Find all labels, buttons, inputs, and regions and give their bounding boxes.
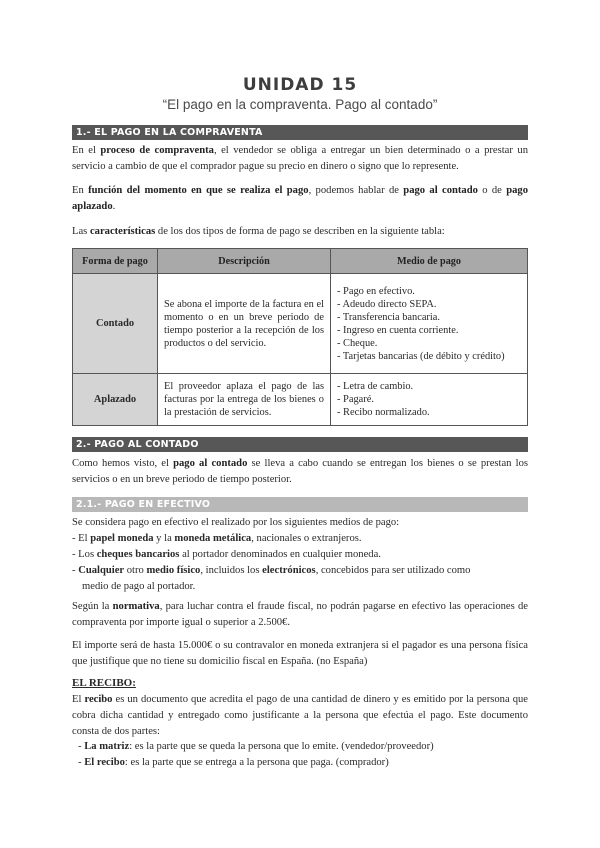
table-header-row	[73, 249, 528, 274]
table-header: Forma de pago	[73, 249, 158, 274]
list-item: - Recibo normalizado.	[337, 407, 430, 418]
list-item: - Ingreso en cuenta corriente.	[337, 324, 459, 336]
sec21-normativa: Según la normativa, para luchar contra el fraude fiscal, no podrán pagarse en efectivo las operaciones de compraventa por importe igual o superior a 2.500€.	[72, 601, 528, 628]
list-item: - Cualquier otro medio físico, incluidos los electrónicos, concebidos para ser utilizado como	[72, 565, 471, 576]
table-header: Medio de pago	[331, 249, 528, 274]
table-cell-medios	[331, 274, 528, 374]
payment-types-table	[72, 248, 528, 426]
list-item: - Pagaré.	[337, 394, 374, 405]
list-item: - Transferencia bancaria.	[337, 311, 440, 323]
table-cell-forma: Contado	[73, 274, 158, 374]
sec21-importe: El importe será de hasta 15.000€ o su contravalor en moneda extranjera si el pagador es una persona física que justifique que no tiene su domicilio fiscal en España. (no España)	[72, 640, 528, 667]
sec1-paragraph-3: Las características de los dos tipos de forma de pago se describen en la siguiente tabla:	[72, 226, 445, 237]
list-item: - El recibo: es la parte que se entrega a la persona que paga. (comprador)	[78, 757, 389, 768]
list-item: - Cheque.	[337, 337, 378, 349]
table-row	[73, 274, 528, 374]
table-cell-descripcion: Se abona el importe de la factura en el momento o en un breve periodo de tiempo posterior a la recepción de los productos o del servicio.	[158, 274, 331, 374]
list-item: - La matriz: es la parte que se queda la persona que lo emite. (vendedor/proveedor)	[78, 741, 434, 752]
recibo-heading: EL RECIBO:	[72, 677, 136, 689]
sec1-paragraph-1: En el proceso de compraventa, el vendedor se obliga a entregar un bien determinado o a prestar un servicio a cambio de que el comprador pague su precio en dinero o signo que lo represente.	[72, 145, 528, 172]
list-item: - Adeudo directo SEPA.	[337, 298, 437, 310]
section-2-1-heading: 2.1.- PAGO EN EFECTIVO	[72, 497, 528, 512]
table-cell-medios	[331, 374, 528, 426]
list-item: - Letra de cambio.	[337, 381, 414, 392]
table-row	[73, 374, 528, 426]
list-item: - Los cheques bancarios al portador denominados en cualquier moneda.	[72, 549, 381, 560]
page-subtitle: “El pago en la compraventa. Pago al contado”	[162, 97, 438, 112]
sec1-paragraph-2: En función del momento en que se realiza el pago, podemos hablar de pago al contado o de pago aplazado.	[72, 185, 529, 212]
sec2-paragraph: Como hemos visto, el pago al contado se lleva a cabo cuando se entregan los bienes o se prestan los servicios o en un breve periodo de tiempo posterior.	[72, 458, 528, 485]
section-2-heading: 2.- PAGO AL CONTADO	[72, 437, 528, 452]
table-cell-forma: Aplazado	[73, 374, 158, 426]
recibo-paragraph: El recibo es un documento que acredita el pago de una cantidad de dinero y es emitido por la persona que cobra dicha cantidad y entregado como justificante a la persona que efectúa el pago. Este documento consta de dos partes:	[72, 694, 528, 737]
section-1-heading: 1.- EL PAGO EN LA COMPRAVENTA	[72, 125, 528, 140]
sec21-intro: Se considera pago en efectivo el realizado por los siguientes medios de pago:	[72, 517, 400, 528]
list-item: - El papel moneda y la moneda metálica, nacionales o extranjeros.	[72, 533, 362, 544]
list-item: - Tarjetas bancarias (de débito y crédito)	[337, 350, 505, 362]
table-header: Descripción	[158, 249, 331, 274]
list-item: - Pago en efectivo.	[337, 285, 415, 297]
table-cell-descripcion: El proveedor aplaza el pago de las facturas por la entrega de los bienes o la prestación de servicios.	[158, 374, 331, 426]
page-title: UNIDAD 15	[242, 75, 358, 95]
list-item-continuation: medio de pago al portador.	[82, 581, 196, 592]
